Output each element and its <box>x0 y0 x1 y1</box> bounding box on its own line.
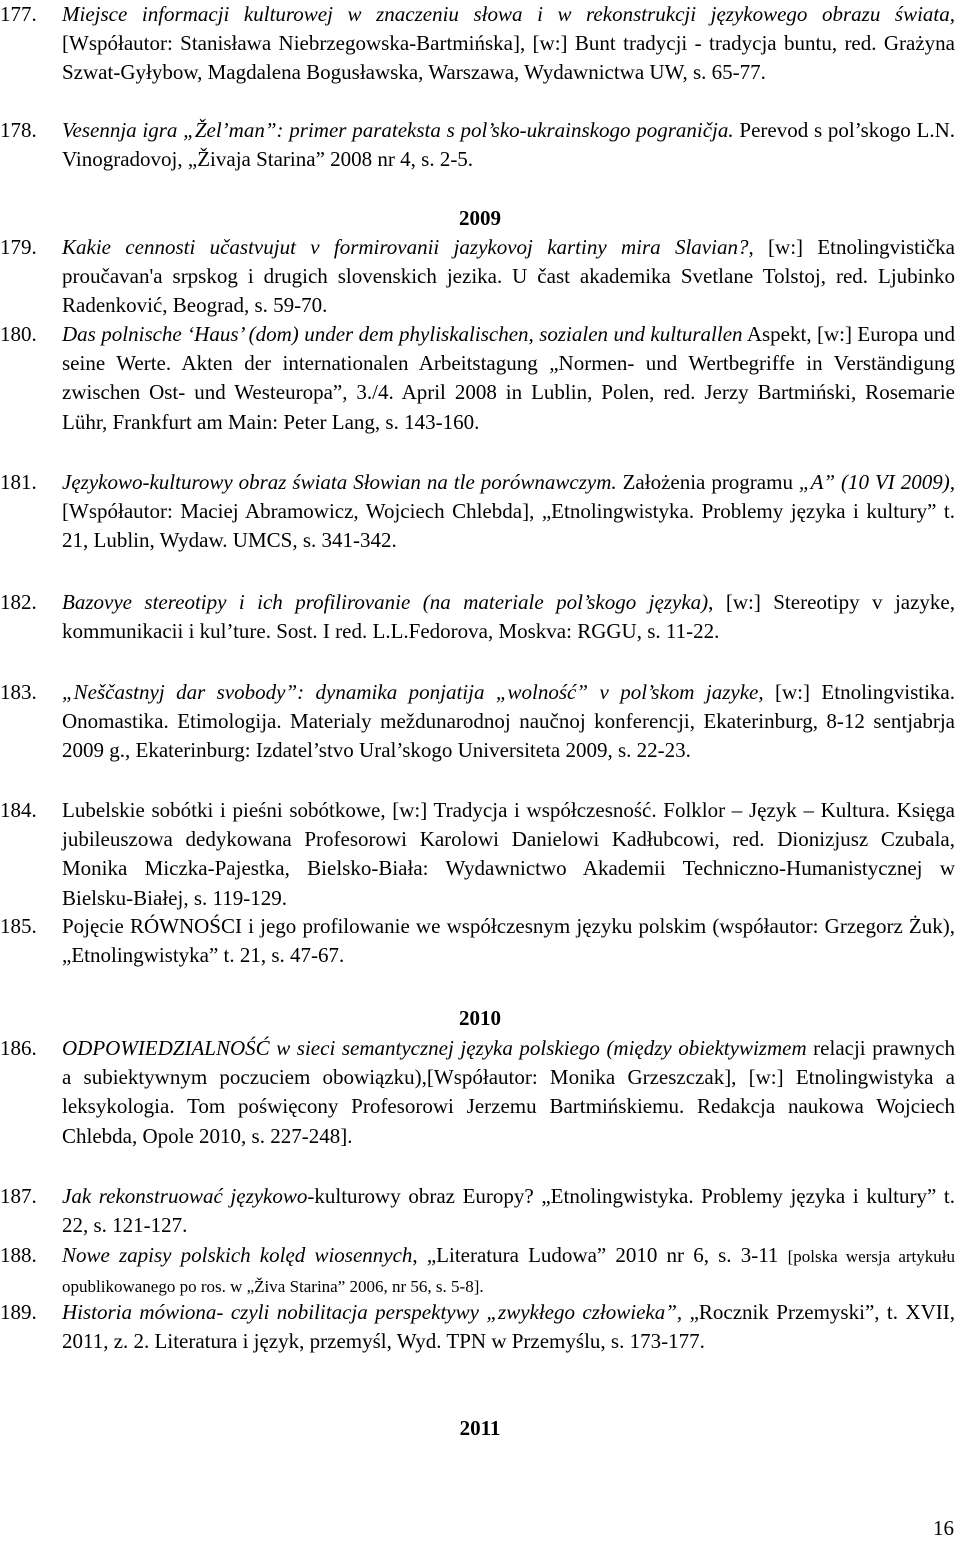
entry-details: , „Rocznik Przemyski”, t. XVII, 2011, z. 2. Literatura i język, przemyśl, Wyd. TPN w Przemyślu, s. 173-177. <box>62 1300 955 1354</box>
entry-title: „Neščastnyj dar svobody”: dynamika ponjatija „wolność” v pol’skom jazyke, <box>62 680 764 704</box>
bibliography-entry <box>0 116 955 174</box>
entry-details: , „Literatura Ludowa” 2010 nr 6, s. 3-11 <box>412 1243 788 1267</box>
entry-title: Kakie cennosti učastvujut v formirovanii jazykovoj kartiny mira Slavian? <box>62 235 749 259</box>
entry-note: [polska wersja artykułu opublikowanego po ros. w „Živa Starina” 2006, nr 56, s. 5-8]. <box>62 1247 955 1297</box>
entry-details: Założenia programu <box>616 470 799 494</box>
entry-details: Aspekt, [w:] Europa und seine Werte. Akten der internationalen Arbeitstagung „Normen- und Wertbegriffe in Verständigung zwischen Ost- und Westeuropa”, 3./4. April 2008 in Lublin, Polen, red. Jerzy Bartmiński, Rosemarie Lühr, Frankfurt am Main: Peter Lang, s. 143-160. <box>62 322 955 434</box>
entry-title: Jak rekonstruować językowo- <box>62 1184 315 1208</box>
entry-number: 184. <box>0 798 37 822</box>
entry-details: , [w:] Stereotipy v jazyke, kommunikacii i kul’ture. Sost. I red. L.L.Fedorova, Moskva: RGGU, s. 11-22. <box>62 590 955 644</box>
entry-number: 183. <box>0 680 37 704</box>
bibliography-entry <box>0 0 955 88</box>
entry-keyword: RÓWNOŚCI <box>129 914 242 938</box>
bibliography-entry <box>0 912 956 970</box>
entry-number: 181. <box>0 470 37 494</box>
bibliography-entry <box>0 796 955 913</box>
entry-details: , [w:] Etnolingvistička proučavan'a srpskog i drugich slovenskich jezika. U čast akademika Svetlane Tolstoj, red. Ljubinko Radenković, Beograd, s. 59-70. <box>62 235 955 318</box>
entry-number: 185. <box>0 914 37 938</box>
entry-number: 177. <box>0 2 37 26</box>
page-number: 16 <box>933 1516 954 1540</box>
entry-details: Lubelskie sobótki i pieśni sobótkowe, [w:] Tradycja i współczesność. Folklor – Język – Kultura. Księga jubileuszowa dedykowana Profesorowi Karolowi Danielowi Kadłubcowi, red. Dionizjusz Czubala, Monika Miczka-Pajestka, Bielsko-Biała: Wydawnictwo Akademii Techniczno-Humanistycznej w Bielsku-Białej, s. 119-129. <box>62 798 955 910</box>
entry-title: Nowe zapisy polskich kolęd wiosennych <box>62 1243 413 1267</box>
entry-keyword: ODPOWIEDZIALNOŚĆ <box>62 1036 270 1060</box>
entry-number: 179. <box>0 235 37 259</box>
bibliography-entry <box>0 678 955 766</box>
entry-title: „A” (10 VI 2009), <box>798 470 955 494</box>
year-heading: 2011 <box>459 1416 501 1440</box>
bibliography-entry <box>0 1298 955 1356</box>
entry-number: 189. <box>0 1300 37 1324</box>
entry-details: [Współautor: Maciej Abramowicz, Wojciech Chlebda], „Etnolingwistyka. Problemy języka i kultury” t. 21, Lublin, Wydaw. UMCS, s. 341-342. <box>62 499 955 553</box>
entry-number: 178. <box>0 118 37 142</box>
entry-details: kulturowy obraz Europy? „Etnolingwistyka. Problemy języka i kultury” t. 22, s. 121-127. <box>62 1184 955 1238</box>
entry-title: w sieci semantycznej języka polskiego (między obiektywizmem <box>269 1036 807 1060</box>
year-heading: 2009 <box>459 206 501 230</box>
bibliography-entry <box>0 1182 955 1240</box>
entry-details: Pojęcie <box>62 914 130 938</box>
entry-title: Historia mówiona- czyli nobilitacja perspektywy „zwykłego człowieka” <box>62 1300 677 1324</box>
bibliography-entry <box>0 320 955 437</box>
entry-title: Językowo-kulturowy obraz świata Słowian na tle porównawczym. <box>62 470 617 494</box>
entry-title: Miejsce informacji kulturowej w znaczeniu słowa i w rekonstrukcji językowego obrazu świata, <box>62 2 955 26</box>
entry-details: relacji prawnych a subiektywnym poczuciem obowiązku),[Współautor: Monika Grzeszczak], [w:] Etnolingwistyka a leksykologia. Tom poświęcony Profesorowi Jerzemu Bartmińskiemu. Redakcja naukowa Wojciech Chlebda, Opole 2010, s. 227-248]. <box>62 1036 955 1148</box>
bibliography-entry <box>0 588 955 646</box>
entry-title: Das polnische ‘Haus’ (dom) under dem phyliskalischen, sozialen und kulturallen <box>62 322 743 346</box>
entry-title: Bazovye stereotipy i ich profilirovanie (na materiale pol’skogo języka) <box>62 590 709 614</box>
entry-number: 182. <box>0 590 37 614</box>
entry-title: Vesennja igra „Žel’man”: primer parateksta s pol’sko-ukrainskogo pograničja. <box>62 118 734 142</box>
entry-details: [w:] Etnolingvistika. Onomastika. Etimologija. Materialy meždunarodnoj naučnoj konferencji, Ekaterinburg, 8-12 sentjabrja 2009 g., Ekaterinburg: Izdatel’stvo Ural’skogo Universiteta 2009, s. 22-23. <box>62 680 955 763</box>
entry-number: 187. <box>0 1184 37 1208</box>
entry-number: 186. <box>0 1036 37 1060</box>
bibliography-entry <box>0 1034 955 1151</box>
year-heading: 2010 <box>459 1006 501 1030</box>
entry-number: 188. <box>0 1243 37 1267</box>
entry-number: 180. <box>0 322 37 346</box>
bibliography-entry <box>0 233 955 321</box>
entry-details: [Współautor: Stanisława Niebrzegowska-Bartmińska], [w:] Bunt tradycji - tradycja buntu, red. Grażyna Szwat-Gyłybow, Magdalena Bogusławska, Warszawa, Wydawnictwa UW, s. 65-77. <box>62 31 955 85</box>
bibliography-entry <box>0 468 955 556</box>
entry-details: Perevod s pol’skogo L.N. Vinogradovoj, „Živaja Starina” 2008 nr 4, s. 2-5. <box>62 118 955 172</box>
bibliography-entry <box>0 1241 955 1301</box>
entry-details: i jego profilowanie we współczesnym języku polskim (współautor: Grzegorz Żuk), „Etnolingwistyka” t. 21, s. 47-67. <box>62 914 956 968</box>
